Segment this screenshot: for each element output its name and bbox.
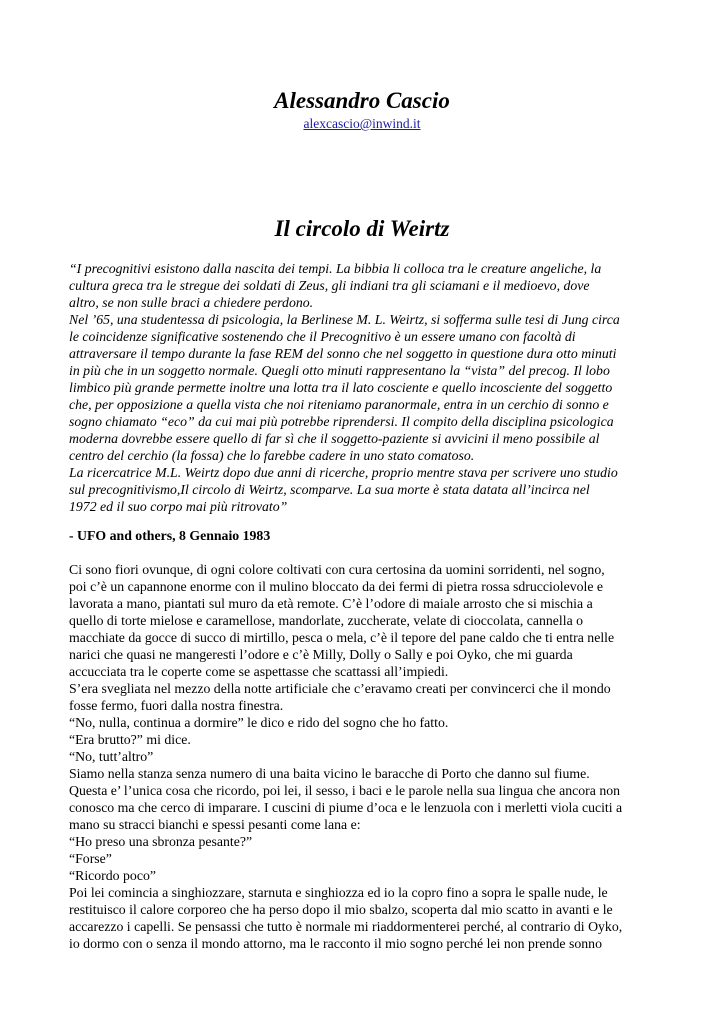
- narrative-line: accucciata tra le coperte come se aspettasse che scattassi all’impiedi.: [69, 664, 449, 679]
- narrative-line: “Ho preso una sbronza pesante?”: [69, 834, 253, 849]
- author-email-link[interactable]: alexcascio@inwind.it: [303, 116, 421, 131]
- narrative-line: S’era svegliata nel mezzo della notte artificiale che c’eravamo creati per convincerci che il mondo: [69, 681, 611, 696]
- narrative-line: “Era brutto?” mi dice.: [69, 732, 191, 747]
- intro-line: “I precognitivi esistono dalla nascita dei tempi. La bibbia li colloca tra le creature angeliche, la: [69, 261, 602, 276]
- narrative-line: Poi lei comincia a singhiozzare, starnuta e singhiozza ed io la copro fino a sopra le spalle nude, le: [69, 885, 608, 900]
- author-email-container: [0, 115, 724, 132]
- narrative-line: narici che quasi ne mangeresti l’odore e c’è Milly, Dolly o Sally e poi Oyko, che mi guarda: [69, 647, 573, 662]
- narrative-line: “Forse”: [69, 851, 112, 866]
- narrative-line: “No, nulla, continua a dormire” le dico e rido del sogno che ho fatto.: [69, 715, 449, 730]
- narrative-line: quello di torte mielose e caramellose, mandorlate, zuccherate, velate di cioccolata, cannella o: [69, 613, 584, 628]
- narrative-line: Ci sono fiori ovunque, di ogni colore coltivati con cura certosina da uomini sorridenti, nel sogno,: [69, 562, 605, 577]
- intro-line: sogno chiamato “eco” da cui mai più potrebbe riprendersi. Il compito della disciplina psicologica: [69, 414, 614, 429]
- narrative-line: fosse fermo, fuori dalla nostra finestra.: [69, 698, 284, 713]
- intro-line: altro, se non sulle braci a chiedere perdono.: [69, 295, 314, 310]
- narrative-line: “Ricordo poco”: [69, 868, 156, 883]
- narrative-line: accarezzo i capelli. Se pensassi che tutto è normale mi riaddormenterei perché, al contrario di Oyko,: [69, 919, 623, 934]
- narrative-text: [69, 561, 659, 952]
- intro-line: moderna dovrebbe essere quello di far sì che il soggetto-paziente si avvicini il meno possibile al: [69, 431, 600, 446]
- narrative-line: lavorata a mano, piantati sul muro da età remote. C’è l’odore di maiale arrosto che si mischia a: [69, 596, 593, 611]
- narrative-line: macchiate da gocce di succo di mirtillo, pesca o mela, c’è il tepore del pane caldo che ti entra nelle: [69, 630, 615, 645]
- narrative-line: conosco ma che cerco di imparare. I cuscini di piume d’oca e le lenzuola con i merletti viola cuciti a: [69, 800, 623, 815]
- author-name: Alessandro Cascio: [274, 88, 450, 113]
- narrative-line: restituisco il calore corporeo che ha perso dopo il mio sbalzo, scoperta dal mio scatto in avanti e le: [69, 902, 613, 917]
- intro-line: cultura greca tra le stregue dei soldati di Zeus, gli indiani tra gli sciamani e il medioevo, dove: [69, 278, 590, 293]
- story-title: Il circolo di Weirtz: [274, 216, 450, 241]
- section-heading: - UFO and others, 8 Gennaio 1983: [69, 528, 271, 543]
- intro-line: La ricercatrice M.L. Weirtz dopo due anni di ricerche, proprio mentre stava per scrivere uno studio: [69, 465, 618, 480]
- intro-line: limbico più grande permette inoltre una lotta tra il lato cosciente e quello incosciente del soggetto: [69, 380, 613, 395]
- intro-line: attraversare il tempo durante la fase REM del sonno che nel soggetto in questione dura otto minuti: [69, 346, 617, 361]
- narrative-line: “No, tutt’altro”: [69, 749, 154, 764]
- intro-line: 1972 ed il suo corpo mai più ritrovato”: [69, 499, 288, 514]
- narrative-line: mano su stracci bianchi e spessi pesanti come lana e:: [69, 817, 361, 832]
- narrative-line: io dormo con o senza il mondo attorno, ma le racconto il mio sogno perché lei non prende sonno: [69, 936, 602, 951]
- narrative-line: Questa e’ l’unica cosa che ricordo, poi lei, il sesso, i baci e le parole nella sua lingua che ancora non: [69, 783, 621, 798]
- narrative-line: Siamo nella stanza senza numero di una baita vicino le baracche di Porto che danno sul fiume.: [69, 766, 590, 781]
- narrative-line: poi c’è un capannone enorme con il mulino bloccato da dei fermi di pietra rossa sdrucciolevole e: [69, 579, 604, 594]
- intro-line: centro del cerchio (la fossa) che lo farebbe cadere in uno stato comatoso.: [69, 448, 475, 463]
- intro-line: che, per opposizione a quella vista che noi riteniamo paranormale, entra in un cerchio di sonno e: [69, 397, 609, 412]
- intro-line: Nel ’65, una studentessa di psicologia, la Berlinese M. L. Weirtz, si sofferma sulle tesi di Jung circa: [69, 312, 620, 327]
- intro-quote: [69, 260, 659, 515]
- intro-line: le coincidenze significative sostenendo che il Precognitivo è un essere umano con facoltà di: [69, 329, 576, 344]
- intro-line: sul precognitivismo,Il circolo di Weirtz, scomparve. La sua morte è stata datata all’incirca nel: [69, 482, 590, 497]
- intro-line: in più che in un soggetto normale. Quegli otto minuti rappresentano la “vista” del precog. Il lobo: [69, 363, 610, 378]
